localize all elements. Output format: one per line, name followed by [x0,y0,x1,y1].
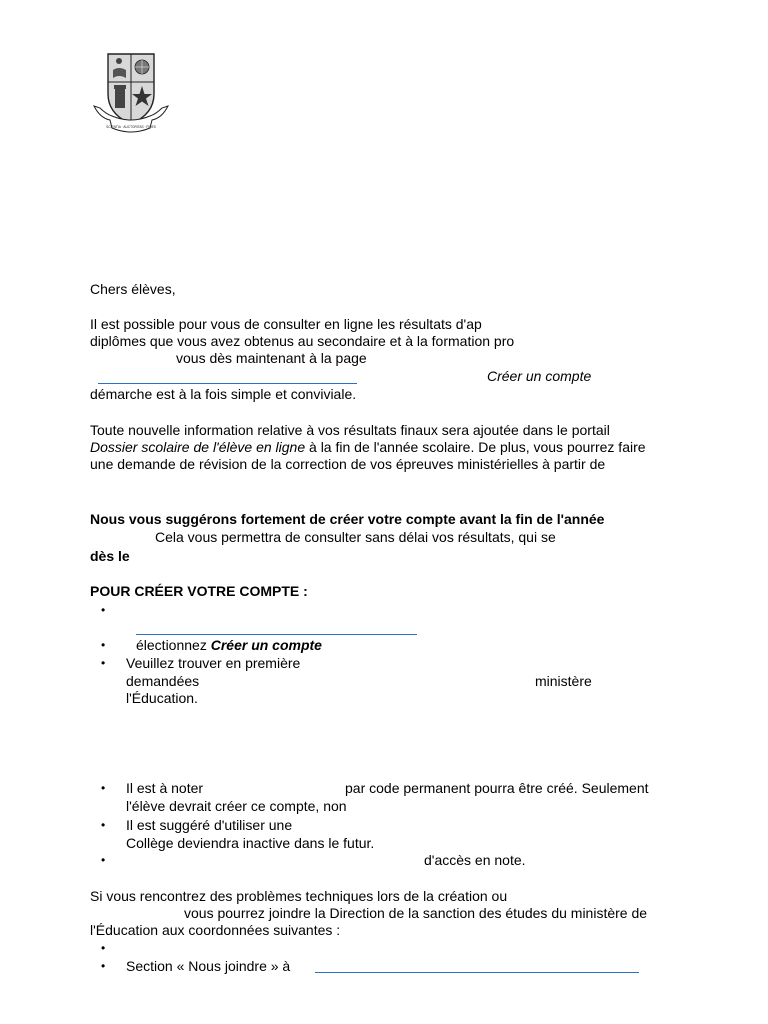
bullet: • [101,941,106,955]
para1-line3: vous dès maintenant à la page [176,350,367,366]
para2-line3: une demande de révision de la correction de vos épreuves ministérielles à partir de [90,456,606,472]
crest-motto: SCIENTIA · AUCTORITAS · FIDES [106,125,156,129]
step5-line1: Il est suggéré d'utiliser une [126,817,293,833]
step3-line2b: ministère [535,673,592,689]
bullet: • [101,818,106,832]
step2-prefix: électionnez [136,637,211,653]
step6-text: d'accès en note. [424,852,526,868]
suggestion-bold: Nous vous suggérons fortement de créer votre compte avant la fin de l'année [90,511,605,527]
para1-line1: Il est possible pour vous de consulter en ligne les résultats d'ap [90,316,482,332]
para3-line2: Cela vous permettra de consulter sans délai vos résultats, qui se [155,529,556,545]
step5-line2: Collège deviendra inactive dans le futur. [126,835,375,851]
para2-line2-rest: à la fin de l'année scolaire. De plus, vous pourrez faire [305,439,646,455]
para4-line2: vous pourrez joindre la Direction de la sanction des études du ministère de [184,905,648,921]
contact-section-text: Section « Nous joindre » à [126,958,291,974]
create-account-italic: Créer un compte [487,368,592,384]
bullet: • [101,853,106,867]
hyperlink-underline[interactable] [315,972,639,973]
hyperlink-underline[interactable] [98,383,357,384]
para4-line1: Si vous rencontrez des problèmes techniques lors de la création ou [90,888,508,904]
para1-line5: démarche est à la fois simple et conviviale. [90,386,357,402]
section-heading: POUR CRÉER VOTRE COMPTE : [90,583,308,599]
step4-line1b: par code permanent pourra être créé. Seulement [345,780,649,796]
bullet: • [101,959,106,973]
step3-line2a: demandées [126,673,200,689]
create-account-bold-italic: Créer un compte [210,637,322,653]
portal-name: Dossier scolaire de l'élève en ligne [90,439,306,455]
para4-line3: l'Éducation aux coordonnées suivantes : [90,922,341,938]
step4-line1a: Il est à noter [126,780,204,796]
bullet: • [101,656,106,670]
school-crest-logo [90,48,172,136]
step3-line1: Veuillez trouver en première [126,655,301,671]
step3-line3: l'Éducation. [126,690,198,706]
bullet: • [101,603,106,617]
hyperlink-underline[interactable] [136,634,417,635]
para3-line3-bold: dès le [90,548,130,564]
bullet: • [101,638,106,652]
para1-line2: diplômes que vous avez obtenus au secondaire et à la formation pro [90,333,515,349]
bullet: • [101,781,106,795]
para2-line1: Toute nouvelle information relative à vos résultats finaux sera ajoutée dans le portail [90,422,610,438]
step4-line2: l'élève devrait créer ce compte, non [126,798,347,814]
greeting: Chers élèves, [90,281,176,297]
